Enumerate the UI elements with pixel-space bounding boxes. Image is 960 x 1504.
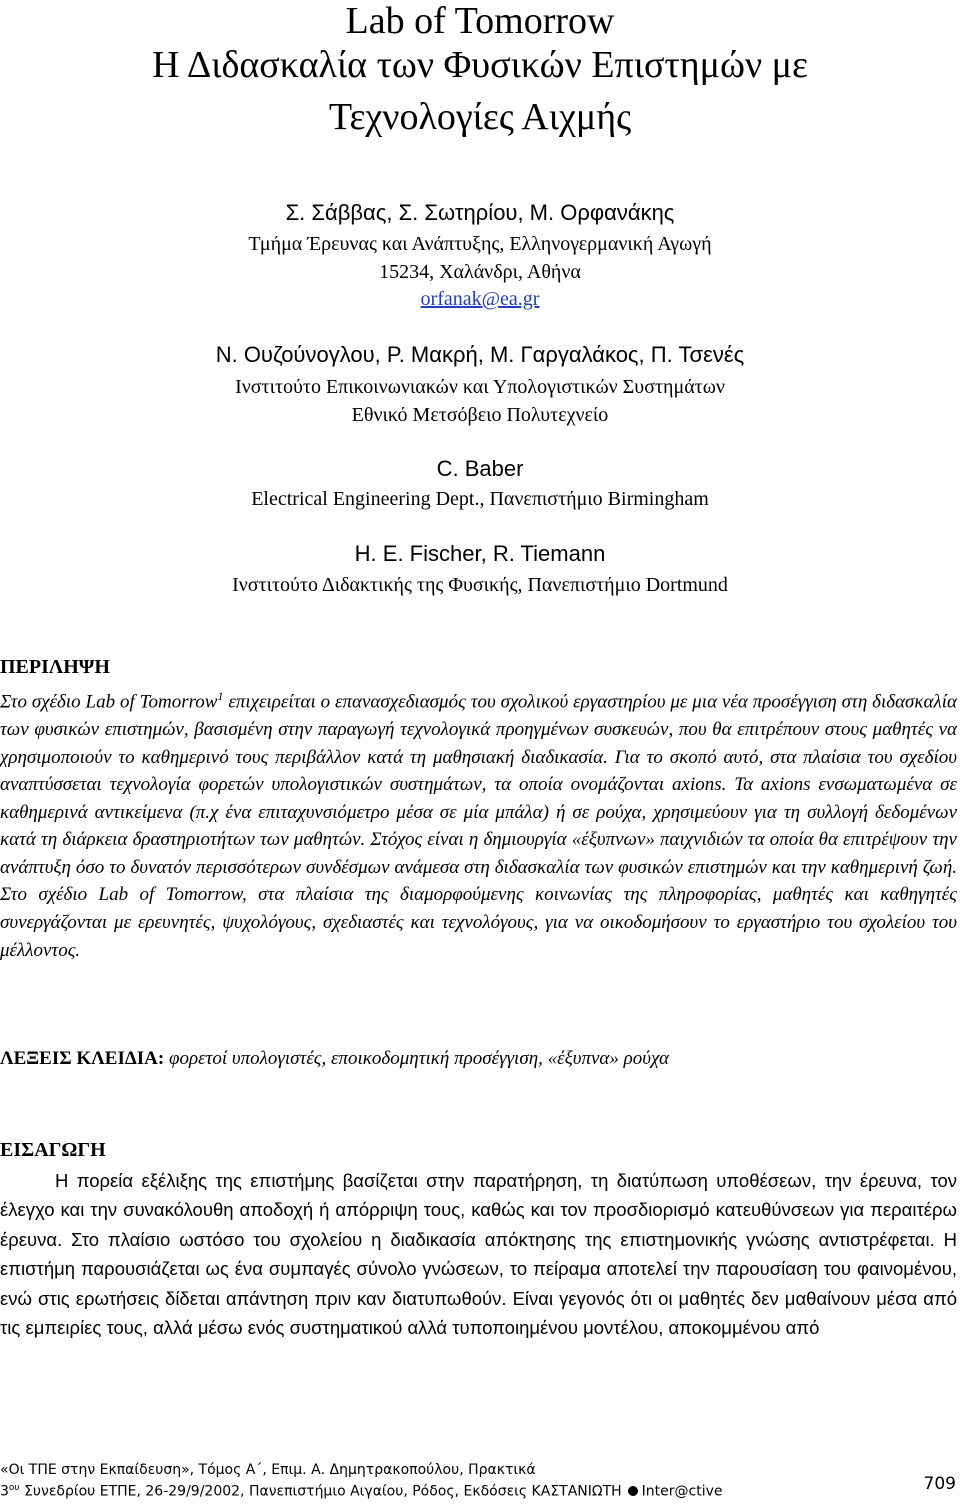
footer-line-2 xyxy=(0,1483,723,1500)
abstract-text xyxy=(0,683,957,964)
footer-ordinal: 3 xyxy=(0,1483,9,1500)
keywords-line xyxy=(0,1048,669,1070)
intro-body: Η πορεία εξέλιξης της επιστήμης βασίζεται στην παρατήρηση, τη διατύπωση υποθέσεων, την έρευνα, τον έλεγχο και την συνακόλουθη αποδοχή ή απόρριψη τους, καθώς και τον προσδιορισμό κατευθύνσεων για περαιτέρω έρευνα. Στο πλαίσιο ωστόσο του σχολείου η διαδικασία απόκτησης της επιστημονικής γνώσης αντιστρέφεται. Η επιστήμη παρουσιάζεται ως ένα συμπαγές σύνολο γνώσεων, το πείραμα αποτελεί την παρουσίαση του φαινομένου, ενώ στις ερωτήσεις δίδεται απάντηση πριν καν διατυπωθούν. Είναι γεγονός ότι οι μαθητές δεν μαθαίνουν μέσα από τις εμπειρίες τους, αλλά μέσω ενός συστηματικού αλλά τυποποιημένου μοντέλου, αποκομμένου από xyxy=(0,1170,957,1339)
author-email[interactable] xyxy=(0,286,960,312)
affiliation-4: Ινστιτούτο Διδακτικής της Φυσικής, Πανεπιστήμιο Dortmund xyxy=(232,574,728,596)
abstract-heading: ΠΕΡΙΛΗΨΗ xyxy=(0,656,110,678)
footer-conference: Συνεδρίου ΕΤΠΕ, 26-29/9/2002, Πανεπιστήμιο Αιγαίου, Ρόδος, Εκδόσεις ΚΑΣΤΑΝΙΩΤΗ xyxy=(19,1483,622,1500)
abstract-lead: Στο σχέδιο Lab of Tomorrow xyxy=(0,691,218,713)
affiliation-1b: 15234, Χαλάνδρι, Αθήνα xyxy=(379,261,581,283)
title-line-2: Η Διδασκαλία των Φυσικών Επιστημών με xyxy=(151,44,808,86)
author-names-1: Σ. Σάββας, Σ. Σωτηρίου, Μ. Ορφανάκης xyxy=(285,200,675,225)
footnote-mark: 1 xyxy=(217,689,224,703)
keywords-text: φορετοί υπολογιστές, εποικοδομητική προσέγγιση, «έξυπνα» ρούχα xyxy=(164,1048,669,1069)
abstract-body: επιχειρείται ο επανασχεδιασμός του σχολικού εργαστηρίου με μια νέα προσέγγιση στη διδασκαλία των φυσικών επιστημών, βασισμένη στην παραγωγή τεχνολογικά προηγμένων συσκευών, που θα επιτρέπουν στους μαθητές να χρησιμοποιούν το καθημερινό τους περιβάλλον κατά τη μαθησιακή διαδικασία. Για το σκοπό αυτό, στα πλαίσια του σχεδίου αναπτύσσεται τεχνολογία φορετών υπολογιστικών συστημάτων, τα οποία ονομάζονται axions. Τα axions ενσωματωμένα σε καθημερινά αντικείμενα (π.χ ένα επιταχυνσιόμετρο μέσα σε μία μπάλα) ή σε ρούχα, χρησιμεύουν για τη συλλογή δεδομένων κατά τη διάρκεια δραστηριοτήτων των μαθητών. Στόχος είναι η δημιουργία «έξυπνων» παιχνιδιών τα οποία θα επιτρέψουν την ανάπτυξη όσο το δυνατόν περισσότερων συνδέσμων ανάμεσα στη διδασκαλία των φυσικών επιστημών και την καθημερινή ζωή. Στο σχέδιο Lab of Tomorrow, στα πλαίσια της διαμορφούμενης κοινωνίας της πληροφορίας, μαθητές και καθηγητές συνεργάζονται με ερευνητές, ψυχολόγους, σχεδιαστές και τεχνολόγους, για να οικοδομήσουν το εργαστήριο του σχολείου του μέλλοντος. xyxy=(0,691,957,961)
affiliation-1a: Τμήμα Έρευνας και Ανάπτυξης, Ελληνογερμανική Αγωγή xyxy=(248,233,712,255)
affiliation-3: Electrical Engineering Dept., Πανεπιστήμιο Birmingham xyxy=(251,488,709,510)
footer-brand: Inter@ctive xyxy=(641,1483,723,1500)
bullet-icon xyxy=(628,1486,638,1496)
author-names-2: Ν. Ουζούνογλου, Ρ. Μακρή, Μ. Γαργαλάκος, Π. Τσενές xyxy=(215,342,745,367)
title-line-1: Lab of Tomorrow xyxy=(345,0,615,42)
keywords-label: ΛΕΞΕΙΣ ΚΛΕΙΔΙΑ: xyxy=(0,1048,165,1069)
affiliation-2a: Ινστιτούτο Επικοινωνιακών και Υπολογιστικών Συστημάτων xyxy=(235,376,725,398)
affiliation-2b: Εθνικό Μετσόβειο Πολυτεχνείο xyxy=(351,404,609,426)
intro-text xyxy=(0,1166,957,1342)
author-names-4: H. E. Fischer, R. Tiemann xyxy=(354,541,606,566)
footer-line-1: «Οι ΤΠΕ στην Εκπαίδευση», Τόμος Α΄, Επιμ. Α. Δημητρακοπούλου, Πρακτικά xyxy=(0,1462,536,1478)
email-link[interactable]: orfanak@ea.gr xyxy=(420,288,540,310)
title-line-3: Τεχνολογίες Αιχμής xyxy=(328,96,632,138)
author-names-3: C. Baber xyxy=(436,456,524,481)
intro-heading: ΕΙΣΑΓΩΓΗ xyxy=(0,1139,106,1161)
footer-ordinal-suffix: ου xyxy=(8,1483,20,1493)
page-number: 709 xyxy=(923,1474,956,1494)
